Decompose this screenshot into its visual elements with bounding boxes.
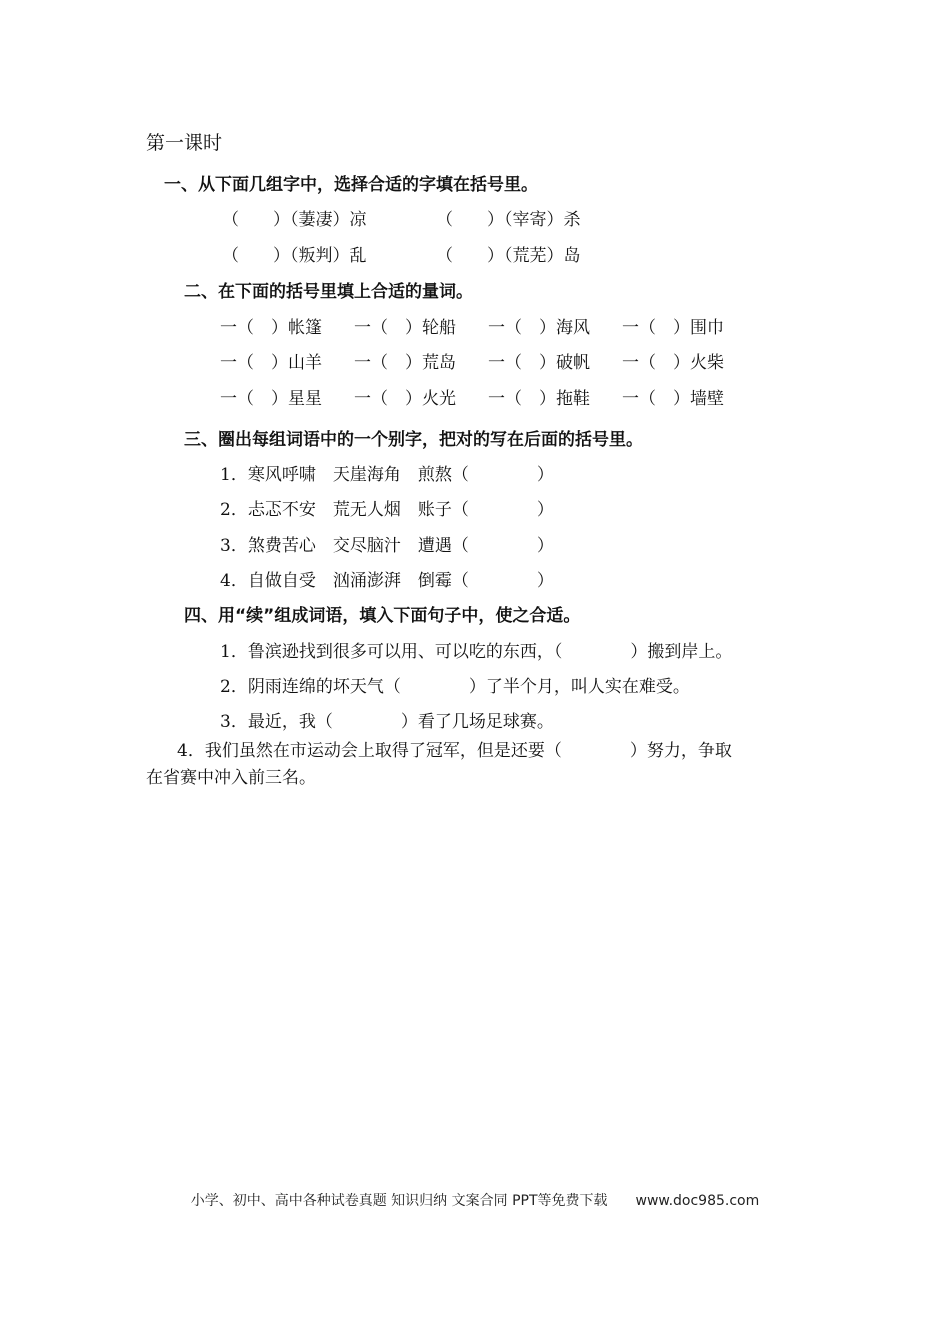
s3-item-2: 2．忐忑不安 荒无人烟 账子（ ） bbox=[220, 500, 554, 520]
s2-row-2 bbox=[220, 348, 756, 373]
s2-cell: 一（ ）荒岛 bbox=[354, 353, 456, 373]
s3-item-3: 3．煞费苦心 交尽脑汁 遭遇（ ） bbox=[220, 536, 554, 556]
s2-row-3 bbox=[220, 384, 756, 409]
section-3-heading: 三、圈出每组词语中的一个别字，把对的写在后面的括号里。 bbox=[184, 430, 643, 450]
s3-item-1: 1．寒风呼啸 天崖海角 煎熬（ ） bbox=[220, 465, 554, 485]
s2-cell: 一（ ）星星 bbox=[220, 389, 322, 409]
section-4-heading: 四、用“续”组成词语，填入下面句子中，使之合适。 bbox=[184, 606, 581, 626]
s1-item-3: （ ）（叛判）乱 bbox=[222, 246, 367, 266]
s2-cell: 一（ ）轮船 bbox=[354, 318, 456, 338]
s4-item-4-line-2: 在省赛中冲入前三名。 bbox=[146, 768, 316, 788]
s4-item-1: 1．鲁滨逊找到很多可以用、可以吃的东西，（ ）搬到岸上。 bbox=[220, 642, 733, 662]
lesson-title: 第一课时 bbox=[146, 132, 223, 154]
s4-item-4-line-1: 4．我们虽然在市运动会上取得了冠军，但是还要（ ）努力，争取 bbox=[177, 741, 732, 761]
s1-item-2: （ ）（宰寄）杀 bbox=[436, 210, 581, 230]
s2-cell: 一（ ）山羊 bbox=[220, 353, 322, 373]
s2-cell: 一（ ）围巾 bbox=[622, 318, 724, 338]
s3-item-4: 4．自做自受 汹涌澎湃 倒霉（ ） bbox=[220, 571, 554, 591]
section-1-heading: 一、从下面几组字中，选择合适的字填在括号里。 bbox=[164, 175, 538, 195]
s2-cell: 一（ ）火柴 bbox=[622, 353, 724, 373]
s2-cell: 一（ ）海风 bbox=[488, 318, 590, 338]
s2-cell: 一（ ）破帆 bbox=[488, 353, 590, 373]
s4-item-3: 3．最近，我（ ）看了几场足球赛。 bbox=[220, 712, 554, 732]
page-footer: 小学、初中、高中各种试卷真题 知识归纳 文案合同 PPT等免费下载 www.doc985.com bbox=[190, 1193, 760, 1209]
s1-item-1: （ ）（萋凄）凉 bbox=[222, 210, 367, 230]
s2-cell: 一（ ）帐篷 bbox=[220, 318, 322, 338]
s1-item-4: （ ）（荒芜）岛 bbox=[436, 246, 581, 266]
section-2-heading: 二、在下面的括号里填上合适的量词。 bbox=[184, 282, 473, 302]
s2-cell: 一（ ）墙壁 bbox=[622, 389, 724, 409]
s2-cell: 一（ ）火光 bbox=[354, 389, 456, 409]
s4-item-2: 2．阴雨连绵的坏天气（ ）了半个月，叫人实在难受。 bbox=[220, 677, 690, 697]
s2-cell: 一（ ）拖鞋 bbox=[488, 389, 590, 409]
s2-row-1 bbox=[220, 313, 756, 338]
